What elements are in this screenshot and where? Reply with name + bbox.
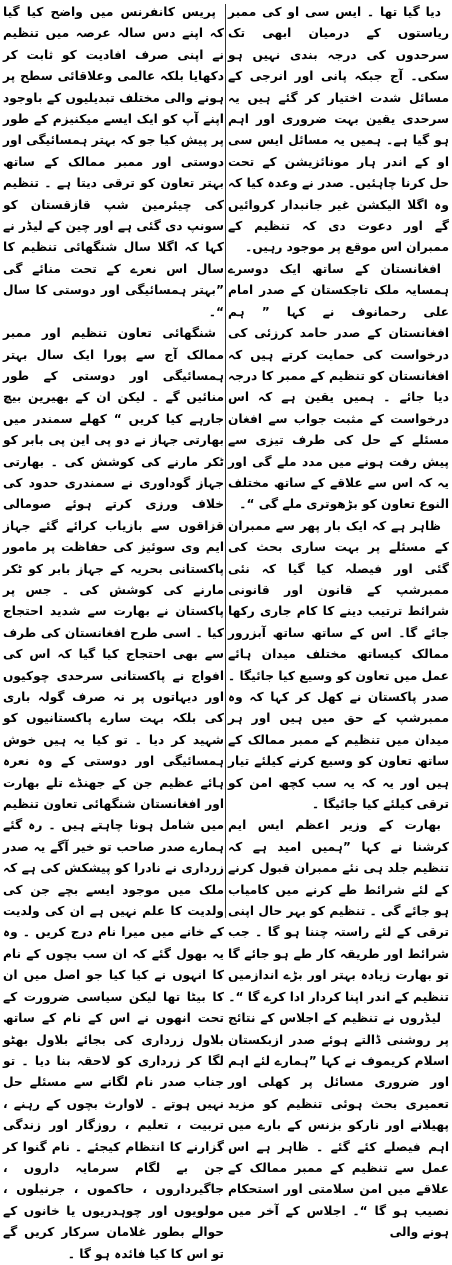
paragraph: شنگھائی تعاون تنظیم اور ممبر ممالک آج سے پورا ایک سال بہتر ہمسائیگی اور دوستی کے طور منائیں گے ۔ لیکن ان کے بھیرین بیچ جارہے کیا کریں “ کھلے سمندر میں بھارتی جہاز نے دو پی این پی بابر کو ٹکر مارنے کی کوشش کی ۔ بھارتی جہاز گوداوری نے سمندری حدود کی خلاف ورزی کرتے ہوئے صومالی قزاقوں سے بازیاب کرائے گئے جہاز ایم وی سوئیز کی حفاظت پر مامور پاکستانی بحریہ کے جہاز بابر کو ٹکر مارنے کی کوشش کی ۔ جس پر پاکستان نے بھارت سے شدید احتجاج کیا ۔ اسی طرح افغانستان کی طرف سے بھی احتجاج کیا گیا کہ اس کی افواج نے پاکستانی سرحدی چوکیوں اور دیہاتوں پر نہ صرف گولہ باری کی بلکہ بہت سارے پاکستانیوں کو شہید کر دیا ۔ تو کیا یہ ہیں خوش ہمسائیگی اور دوستی کے وہ نعرہ ہائے عظیم جن کے جھنڈے تلے بھارت اور افغانستان شنگھائی تعاون تنظیم میں شامل ہونا چاہتے ہیں ۔ رہ گئے ہمارے صدر صاحب تو خیر آگے یہ صدر زرداری نے نادرا کو پیشکش کی ہے کہ ملک میں موجود ایسے بچے جن کی ولدیت کا علم نہیں ہے ان کی ولدیت کے خانے میں میرا نام درج کریں ۔ وہ یہ بھول گئے کہ ان سب بچوں کے نام کا انہوں نے کیا کیا جو اصل میں ان کا بیٹا تھا لیکن سیاسی ضرورت کے تحت انھوں نے اس کے نام کے ساتھ بلاول زرداری کی بجائے بلاول بھٹو لگا کر زرداری کو لاحقہ بنا دیا ۔ تو جناب صدر نام لگانے سے مسئلے حل نہیں ہوتے ۔ لاوارث بچوں کے رہنے ، تربیت ، تعلیم ، روزگار اور زندگی گزارنے کا انتظام کیجئے ۔ نام گنوا کر جن بے لگام سرمایہ داروں ، جاگیرداروں ، حاکموں ، جرنیلوں ، مولویوں اور چوہدریوں یا خانوں کے حوالے بطور غلامان سرکار کریں گے تو اس کا کیا فائدہ ہو گا ۔ <box>3 326 224 1261</box>
article-column-left <box>3 2 224 1261</box>
paragraph: بھارت کے وزیر اعظم ایس ایم کرشنا نے کہا ”ہمیں امید ہے کہ تنظیم جلد ہی نئے ممبران قبول کرنے کے لئے شرائط طے کرنے میں کامیاب ہو جائے گی ۔ تنظیم کو بہر حال اپنی ترقی کے لئے راستہ چننا ہو گا ۔ جب شرائط اور طریقہ کار طے ہو جائے گا تو بھارت زیادہ بہتر اور بڑے اندازمیں تنظیم کے اندر اپنا کردار ادا کرے گا “۔ <box>228 818 449 1004</box>
paragraph: افغانستان کے ساتھ ایک دوسرے ہمسایہ ملک تاجکستان کے صدر امام علی رحمانوف نے کہا ” ہم افغانستان کے صدر حامد کرزئی کی درخواست کی حمایت کرتے ہیں کہ افغانستان کو تنظیم کے ممبر کا درجہ دیا جائے ۔ ہمیں یقین ہے کہ اس درخواست کے مثبت جواب سے افغان مسئلے کے حل کی طرف تیزی سے پیش رفت ہونے میں مدد ملے گی اور یہ کہ اس سے علاقے کے ساتھ مختلف النوع تعاون کو بڑھوتری ملے گی “۔ <box>228 261 449 512</box>
paragraph: پریس کانفرنس میں واضح کیا گیا کہ اپنے دس سالہ عرصہ میں تنظیم نے اپنی صرف افادیت کو ثابت کر دکھایا بلکہ عالمی وعلاقائی سطح پر ہونے والی مختلف تبدیلیوں کے باوجود اپنے آپ کو ایک ایسے میکنیزم کے طور پر پیش کیا جو کہ بہتر ہمسائیگی اور دوستی اور ممبر ممالک کے ساتھ بہتر تعاون کو ترقی دیتا ہے ۔ تنظیم کی چیئرمین شپ قازقستان کو سونپ دی گئی ہے اور چین کے لیڈر نے کہا کہ اگلا سال شنگھائی تنظیم کا سال اس نعرے کے تحت منائے گی ”بہتر ہمسائیگی اور دوستی کا سال “۔ <box>3 5 224 319</box>
paragraph: دیا گیا تھا ۔ ایس سی او کی ممبر ریاستوں کے درمیان ابھی تک سرحدوں کی درجہ بندی نہیں ہو سکی۔ آج جبکہ پانی اور انرجی کے مسائل شدت اختیار کر گئے ہیں یہ سرحدی یقین بہت ضروری اور اہم ہو گیا ہے۔ ہمیں یہ مسائل ایس سی او کے اندر ہار مونائزیشن کے تحت حل کرنا چاہئیں۔ صدر نے وعدہ کیا کہ وہ اگلا الیکشن غیر جانبدار کروائیں گے اور دعوت دی کہ تنظیم کے ممبران اس موقع پر موجود رہیں۔ <box>228 5 449 255</box>
paragraph: لیڈروں نے تنظیم کے اجلاس کے نتائج پر روشنی ڈالتے ہوئے صدر ازبکستان اسلام کریموف نے کہا ”ہمارے لئے اہم اور ضروری مسائل پر کھلی اور تعمیری بحث ہوئی تنظیم کو مزید پھیلانے اور نارکو بزنس کے بارے میں اہم فیصلے کئے گئے ۔ ظاہر ہے اس عمل سے تنظیم کے ممبر ممالک کے علاقے میں امن سلامتی اور استحکام نصیب ہو گا “۔ اجلاس کے آخر میں ہونے والی <box>228 1011 449 1240</box>
column-divider <box>225 4 226 918</box>
article-column-right <box>228 2 449 1240</box>
paragraph: ظاہر ہے کہ ایک بار پھر سے ممبران کے مسئلے پر بہت ساری بحث کی گئی اور فیصلہ کیا گیا کہ نئی ممبرشپ کے قانون اور قانونی شرائط ترتیب دینے کا کام جاری رکھا جائے گا۔ اس کے ساتھ ساتھ آبزرور ممالک کیساتھ مختلف میدان ہائے عمل میں تعاون کو وسیع کیا جائیگا ۔ صدر پاکستان نے کھل کر کہا کہ وہ ممبرشپ کے حق میں ہیں اور ہر میدان میں تنظیم کے ممبر ممالک کے ساتھ تعاون کو وسیع کرنے کیلئے تیار ہیں اور یہ کہ یہ سب کچھ امن کو ترقی کیلئے کیا جائیگا ۔ <box>228 518 449 812</box>
